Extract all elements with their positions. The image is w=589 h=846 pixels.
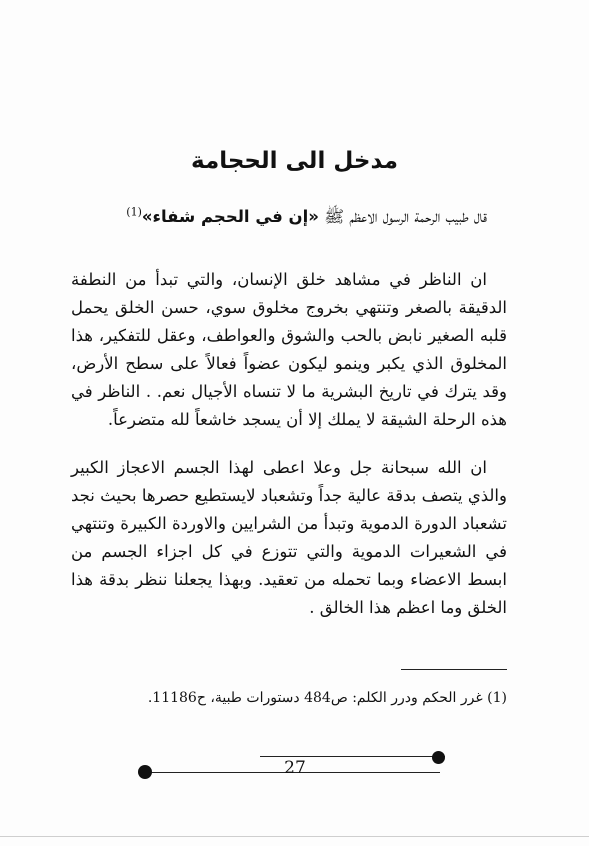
ornament-rule-top — [260, 756, 445, 757]
intro-lead-text: قال طبيب الرحمة الرسول الاعظم ﷺ — [318, 207, 487, 226]
footnote: (1) غرر الحكم ودرر الكلم: ص484 دستورات طبية، ح11186. — [147, 690, 507, 706]
page-footer-ornament — [130, 748, 460, 788]
hadith-quote: «إن في الحجم شفاء» — [141, 207, 319, 226]
intro-paragraph — [71, 203, 507, 231]
footnote-reference: (1) — [126, 205, 142, 219]
chapter-title: مدخل الى الحجامة — [191, 148, 398, 174]
page-bottom-edge — [0, 836, 589, 837]
paragraph-text: ان الناظر في مشاهد خلق الإنسان، والتي تبدأ من النطفة الدقيقة بالصغر وتنتهي بخروج مخلوق سوي، حسن الخلق يحمل قلبه الصغير نابض بالحب والشوق والعواطف، وعقل للتفكير، هذا المخلوق الذي يكبر وينمو ليكون عضواً فعالاً على سطح الأرض، وقد يترك في تاريخ البشرية ما لا تنساه الأجيال نعم. . الناظر في هذه الرحلة الشيقة لا يملك إلا أن يسجد خاشعاً لله متضرعاً. — [71, 270, 507, 429]
page-number: 27 — [284, 758, 306, 778]
body-paragraph — [71, 266, 507, 434]
footnote-divider — [401, 669, 507, 670]
ornament-dot-left — [138, 765, 152, 779]
ornament-dot-right — [432, 751, 445, 764]
body-paragraph — [71, 454, 507, 622]
paragraph-text: ان الله سبحانة جل وعلا اعطى لهذا الجسم الاعجاز الكبير والذي يتصف بدقة عالية جداً وتشعباد لايستطيع حصرها بحيث نجد تشعباد الدورة الدموية وتبدأ من الشرايين والاوردة الكبيرة وتنتهي في الشعيرات الدموية والتي تتوزع في كل اجزاء الجسم من ابسط الاعضاء وبما تحمله من تعقيد. وبهذا يجعلنا ننظر بدقة هذا الخلق وما اعظم هذا الخالق . — [71, 458, 507, 617]
